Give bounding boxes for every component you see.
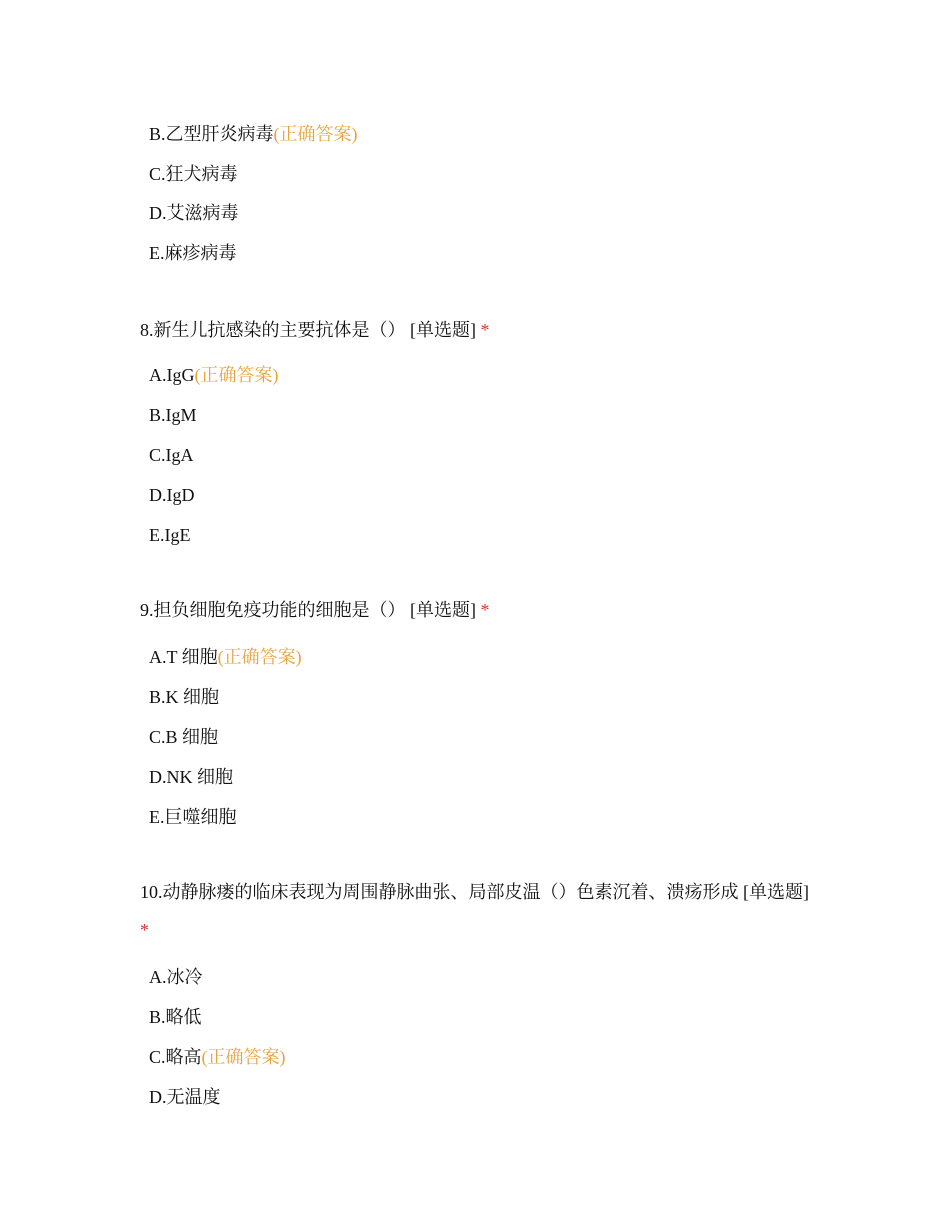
question-text: 9.担负细胞免疫功能的细胞是（） [单选题]	[140, 600, 476, 620]
option-text: E.麻疹病毒	[149, 243, 237, 263]
option-text: D.NK 细胞	[149, 767, 233, 787]
option-text: D.艾滋病毒	[149, 203, 239, 223]
option-text: C.IgA	[149, 445, 194, 465]
option-text: E.巨噬细胞	[149, 807, 237, 827]
option-text: C.略高	[149, 1047, 202, 1067]
option-text: B.略低	[149, 1007, 202, 1027]
option-text: A.T 细胞	[149, 647, 218, 667]
option-text: D.无温度	[149, 1087, 221, 1107]
q8-option-c	[149, 443, 194, 467]
correct-answer-label: (正确答案)	[194, 365, 279, 385]
q7-option-d	[149, 201, 239, 225]
q9-option-b	[149, 685, 219, 709]
q7-option-e	[149, 241, 237, 265]
option-text: A.冰冷	[149, 967, 203, 987]
question-text: 10.动静脉瘘的临床表现为周围静脉曲张、局部皮温（）色素沉着、溃疡形成 [单选题]	[140, 882, 809, 902]
q8-option-a	[149, 363, 279, 387]
option-text: C.B 细胞	[149, 727, 219, 747]
q8-option-b	[149, 403, 197, 427]
q9-option-e	[149, 805, 237, 829]
q10-option-b	[149, 1005, 202, 1029]
question-text: 8.新生儿抗感染的主要抗体是（） [单选题]	[140, 320, 476, 340]
option-text: C.狂犬病毒	[149, 164, 238, 184]
required-mark: *	[140, 920, 149, 940]
q10-stem	[140, 873, 820, 949]
q10-option-d	[149, 1085, 221, 1109]
option-text: B.K 细胞	[149, 687, 220, 707]
q9-option-c	[149, 725, 218, 749]
q10-option-c	[149, 1045, 286, 1069]
option-text: D.IgD	[149, 485, 195, 505]
required-mark: *	[480, 600, 490, 620]
q8-stem	[140, 311, 820, 349]
required-mark: *	[480, 320, 490, 340]
q10-option-a	[149, 965, 203, 989]
option-text: A.IgG	[149, 365, 195, 385]
q7-option-c	[149, 162, 238, 186]
q9-option-a	[149, 645, 302, 669]
option-text: B.乙型肝炎病毒	[149, 124, 274, 144]
q9-option-d	[149, 765, 233, 789]
correct-answer-label: (正确答案)	[201, 1047, 286, 1067]
correct-answer-label: (正确答案)	[273, 124, 358, 144]
q8-option-d	[149, 483, 195, 507]
q7-option-b	[149, 122, 358, 146]
option-text: B.IgM	[149, 405, 197, 425]
correct-answer-label: (正确答案)	[217, 647, 302, 667]
option-text: E.IgE	[149, 525, 191, 545]
q9-stem	[140, 591, 820, 629]
q8-option-e	[149, 523, 190, 547]
